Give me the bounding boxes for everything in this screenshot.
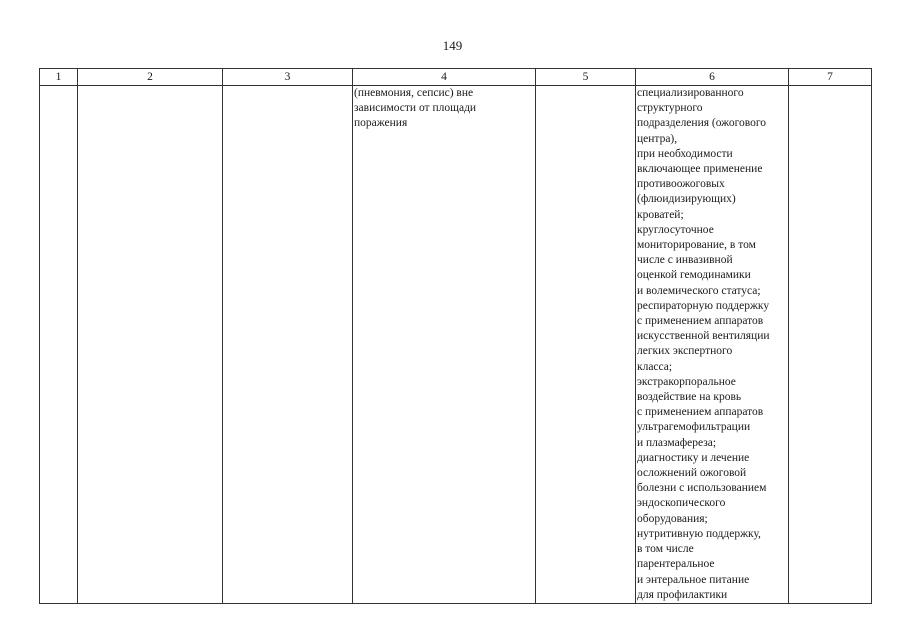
cell-text-line: воздействие на кровь	[637, 391, 742, 404]
cell-text-line: искусственной вентиляции	[637, 330, 770, 343]
cell-col4	[353, 86, 536, 604]
cell-text-line: нутритивную поддержку,	[637, 527, 761, 540]
cell-text-line: ультрагемофильтрации	[637, 421, 751, 434]
cell-col2	[78, 86, 223, 604]
cell-text-line: болезни с использованием	[637, 482, 767, 495]
cell-text-line: (пневмония, сепсис) вне	[354, 87, 474, 99]
cell-text-line: класса;	[637, 360, 673, 373]
cell-text-line: и волемического статуса;	[637, 284, 761, 297]
cell-text-line: легких экспертного	[637, 345, 733, 358]
cell-text-line: респираторную поддержку	[637, 299, 770, 312]
cell-col5	[536, 86, 636, 604]
cell-text-line: экстракорпоральное	[637, 375, 736, 388]
cell-text-line: противоожоговых	[637, 178, 725, 191]
column-header-6: 6	[636, 69, 789, 86]
cell-text-line: зависимости от площади	[354, 102, 477, 115]
cell-text-line: (флюидизирующих)	[637, 193, 736, 206]
cell-text-line: эндоскопического	[637, 497, 726, 510]
cell-col3	[223, 86, 353, 604]
cell-text-line: в том числе	[637, 543, 694, 556]
cell-text-line: оценкой гемодинамики	[637, 269, 751, 282]
cell-text-line: осложнений ожоговой	[637, 467, 747, 480]
cell-text-line: подразделения (ожогового	[637, 117, 767, 130]
cell-text-line: и плазмафереза;	[637, 436, 717, 449]
cell-text-line: при необходимости	[637, 147, 733, 160]
column-header-5: 5	[536, 69, 636, 86]
cell-text-line: кроватей;	[637, 208, 684, 221]
page-number: 149	[442, 38, 463, 53]
column-header-4: 4	[353, 69, 536, 86]
header-row	[40, 69, 872, 86]
cell-text-line: с применением аппаратов	[637, 315, 764, 328]
cell-text-line: с применением аппаратов	[637, 406, 764, 419]
cell-col7	[789, 86, 872, 604]
cell-col1	[40, 86, 78, 604]
cell-text-line: включающее применение	[637, 163, 763, 176]
cell-text-line: круглосуточное	[637, 223, 714, 236]
cell-text-line: структурного	[637, 102, 703, 115]
column-header-2: 2	[78, 69, 223, 86]
cell-text-line: поражения	[354, 117, 408, 130]
cell-text-line: мониторирование, в том	[637, 239, 756, 252]
column-header-7: 7	[789, 69, 872, 86]
cell-text-line: оборудования;	[637, 512, 708, 525]
cell-text-line: и энтеральное питание	[637, 573, 750, 586]
cell-text-line: для профилактики	[637, 588, 728, 601]
cell-col6	[636, 86, 789, 604]
cell-text-line: центра),	[637, 132, 678, 145]
cell-text-line: парентеральное	[637, 558, 715, 571]
cell-text-line: числе с инвазивной	[637, 254, 733, 267]
table-row	[40, 86, 872, 604]
column-header-1: 1	[40, 69, 78, 86]
data-table	[39, 68, 872, 604]
cell-text-line: специализированного	[637, 87, 744, 99]
cell-text-line: диагностику и лечение	[637, 451, 750, 464]
column-header-3: 3	[223, 69, 353, 86]
